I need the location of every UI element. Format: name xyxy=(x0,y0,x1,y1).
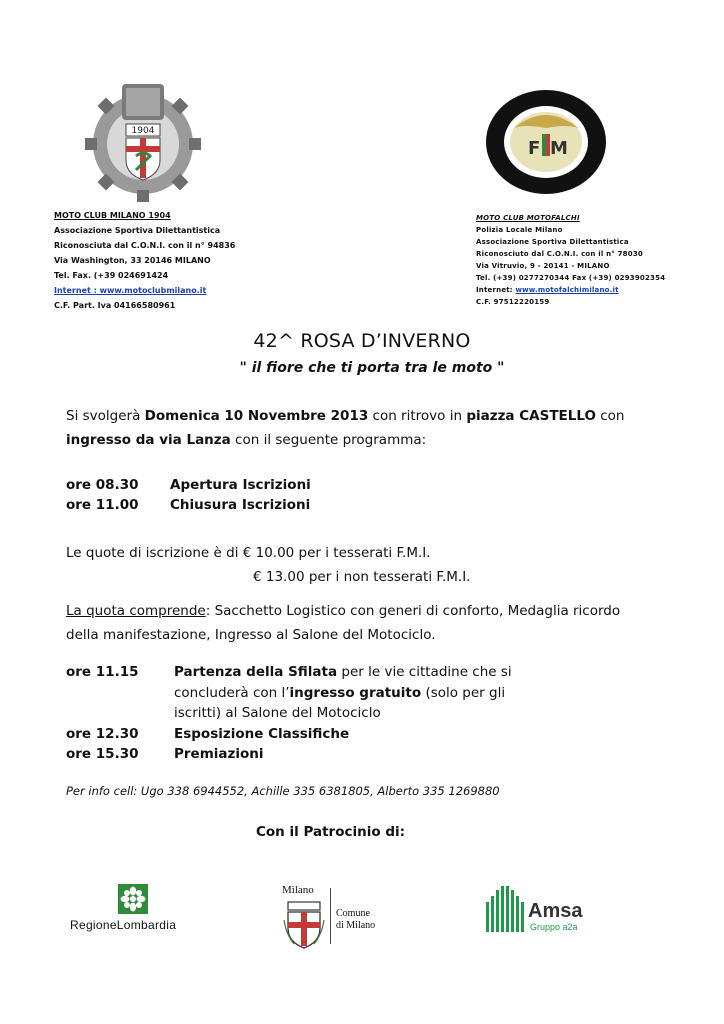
quote-line-2: € 13.00 per i non tesserati F.M.I. xyxy=(253,569,471,585)
program-desc-2-bold: ingresso gratuito xyxy=(289,684,422,701)
program-desc: Premiazioni xyxy=(174,746,264,762)
patronage-heading: Con il Patrocinio di: xyxy=(256,824,406,840)
right-club-cf: C.F. 97512220159 xyxy=(476,298,550,306)
falchi-f-letter: F xyxy=(528,138,541,159)
intro-text-2: con ritrovo in xyxy=(368,408,467,424)
schedule-desc: Apertura Iscrizioni xyxy=(170,477,311,493)
right-club-phone: Tel. (+39) 0277270344 Fax (+39) 0293902354 xyxy=(476,274,666,282)
logo-year: 1904 xyxy=(131,126,155,136)
lombardia-label: RegioneLombardia xyxy=(70,918,177,932)
intro-text-1: Si svolgerà xyxy=(66,408,145,424)
right-club-website-link[interactable]: www.motofalchimilano.it xyxy=(515,286,619,294)
schedule-time: ore 08.30 xyxy=(66,477,139,493)
left-club-phone: Tel. Fax. (+39 024691424 xyxy=(54,271,169,280)
falchi-m-letter: M xyxy=(550,138,568,159)
left-club-line2: Riconosciuta dal C.O.N.I. con il n° 94836 xyxy=(54,241,236,250)
program-desc-rest: per le vie cittadine che si xyxy=(337,664,512,680)
right-club-name: MOTO CLUB MOTOFALCHI xyxy=(476,214,580,222)
right-club-line2: Associazione Sportiva Dilettantistica xyxy=(476,238,629,246)
program-desc-2b: (solo per gli xyxy=(421,684,506,701)
comune-crest-icon xyxy=(282,900,326,950)
right-club-info xyxy=(476,212,716,308)
quote-line-1: Le quote di iscrizione è di € 10.00 per i tesserati F.M.I. xyxy=(66,545,431,561)
right-club-line3: Riconosciuto dal C.O.N.I. con il n° 78030 xyxy=(476,250,643,258)
intro-entrance: ingresso da via Lanza xyxy=(66,432,231,448)
program-time: ore 12.30 xyxy=(66,725,139,742)
comune-milano-top: Milano xyxy=(282,884,314,896)
intro-text-4: con il seguente programma: xyxy=(230,432,427,448)
comune-di-milano-logo xyxy=(280,884,390,954)
quota-comprende xyxy=(66,599,666,647)
amsa-bars-icon xyxy=(486,884,524,936)
program-desc-line2 xyxy=(174,683,684,704)
left-club-website-link[interactable]: Internet : www.motoclubmilano.it xyxy=(54,286,207,295)
program xyxy=(66,662,686,772)
motofalchi-logo xyxy=(484,88,608,196)
amsa-sub: Gruppo a2a xyxy=(530,922,578,932)
program-desc-line3: iscritti) al Salone del Motociclo xyxy=(174,705,381,721)
program-desc-2a: concluderà con l’ xyxy=(174,684,290,701)
schedule-desc: Chiusura Iscrizioni xyxy=(170,497,311,513)
intro-place: piazza CASTELLO xyxy=(466,408,596,424)
comprende-label: La quota comprende xyxy=(66,603,206,619)
moto-club-milano-logo xyxy=(80,78,206,204)
program-time: ore 11.15 xyxy=(66,664,139,680)
program-desc xyxy=(174,662,684,683)
left-club-address: Via Washington, 33 20146 MILANO xyxy=(54,256,211,265)
event-subtitle: " il fiore che ti porta tra le moto " xyxy=(239,360,505,376)
comprende-text-2: della manifestazione, Ingresso al Salone del Motociclo. xyxy=(66,627,436,643)
lombardia-rose-icon xyxy=(118,884,148,914)
left-club-info xyxy=(54,208,294,313)
program-desc-bold: Partenza della Sfilata xyxy=(174,664,338,680)
program-desc: Esposizione Classifiche xyxy=(174,725,350,742)
amsa-label: Amsa xyxy=(528,900,583,922)
comune-text xyxy=(336,908,375,932)
program-time: ore 15.30 xyxy=(66,746,139,762)
intro-text-3: con xyxy=(595,408,625,424)
left-club-line1: Associazione Sportiva Dilettantistica xyxy=(54,226,221,235)
schedule-item xyxy=(66,493,666,517)
comune-divider xyxy=(330,888,331,944)
schedule-time: ore 11.00 xyxy=(66,497,139,513)
intro-date: Domenica 10 Novembre 2013 xyxy=(144,408,369,424)
comune-line-2: di Milano xyxy=(336,920,376,931)
amsa-logo xyxy=(486,882,596,942)
right-club-internet-label: Internet: xyxy=(476,286,516,294)
right-club-address: Via Vitruvio, 9 - 20141 - MILANO xyxy=(476,262,610,270)
comprende-text-1: : Sacchetto Logistico con generi di conforto, Medaglia ricordo xyxy=(205,603,621,619)
comune-line-1: Comune xyxy=(336,908,370,919)
regione-lombardia-logo xyxy=(70,884,200,944)
right-club-line1: Polizia Locale Milano xyxy=(476,226,563,234)
left-club-name: MOTO CLUB MILANO 1904 xyxy=(54,211,171,220)
contact-info: Per info cell: Ugo 338 6944552, Achille 335 6381805, Alberto 335 1269880 xyxy=(66,784,500,798)
intro-paragraph xyxy=(66,404,666,452)
left-club-vat: C.F. Part. Iva 04166580961 xyxy=(54,301,176,310)
event-title: 42^ ROSA D’INVERNO xyxy=(253,330,471,352)
right-club-internet xyxy=(476,284,716,296)
